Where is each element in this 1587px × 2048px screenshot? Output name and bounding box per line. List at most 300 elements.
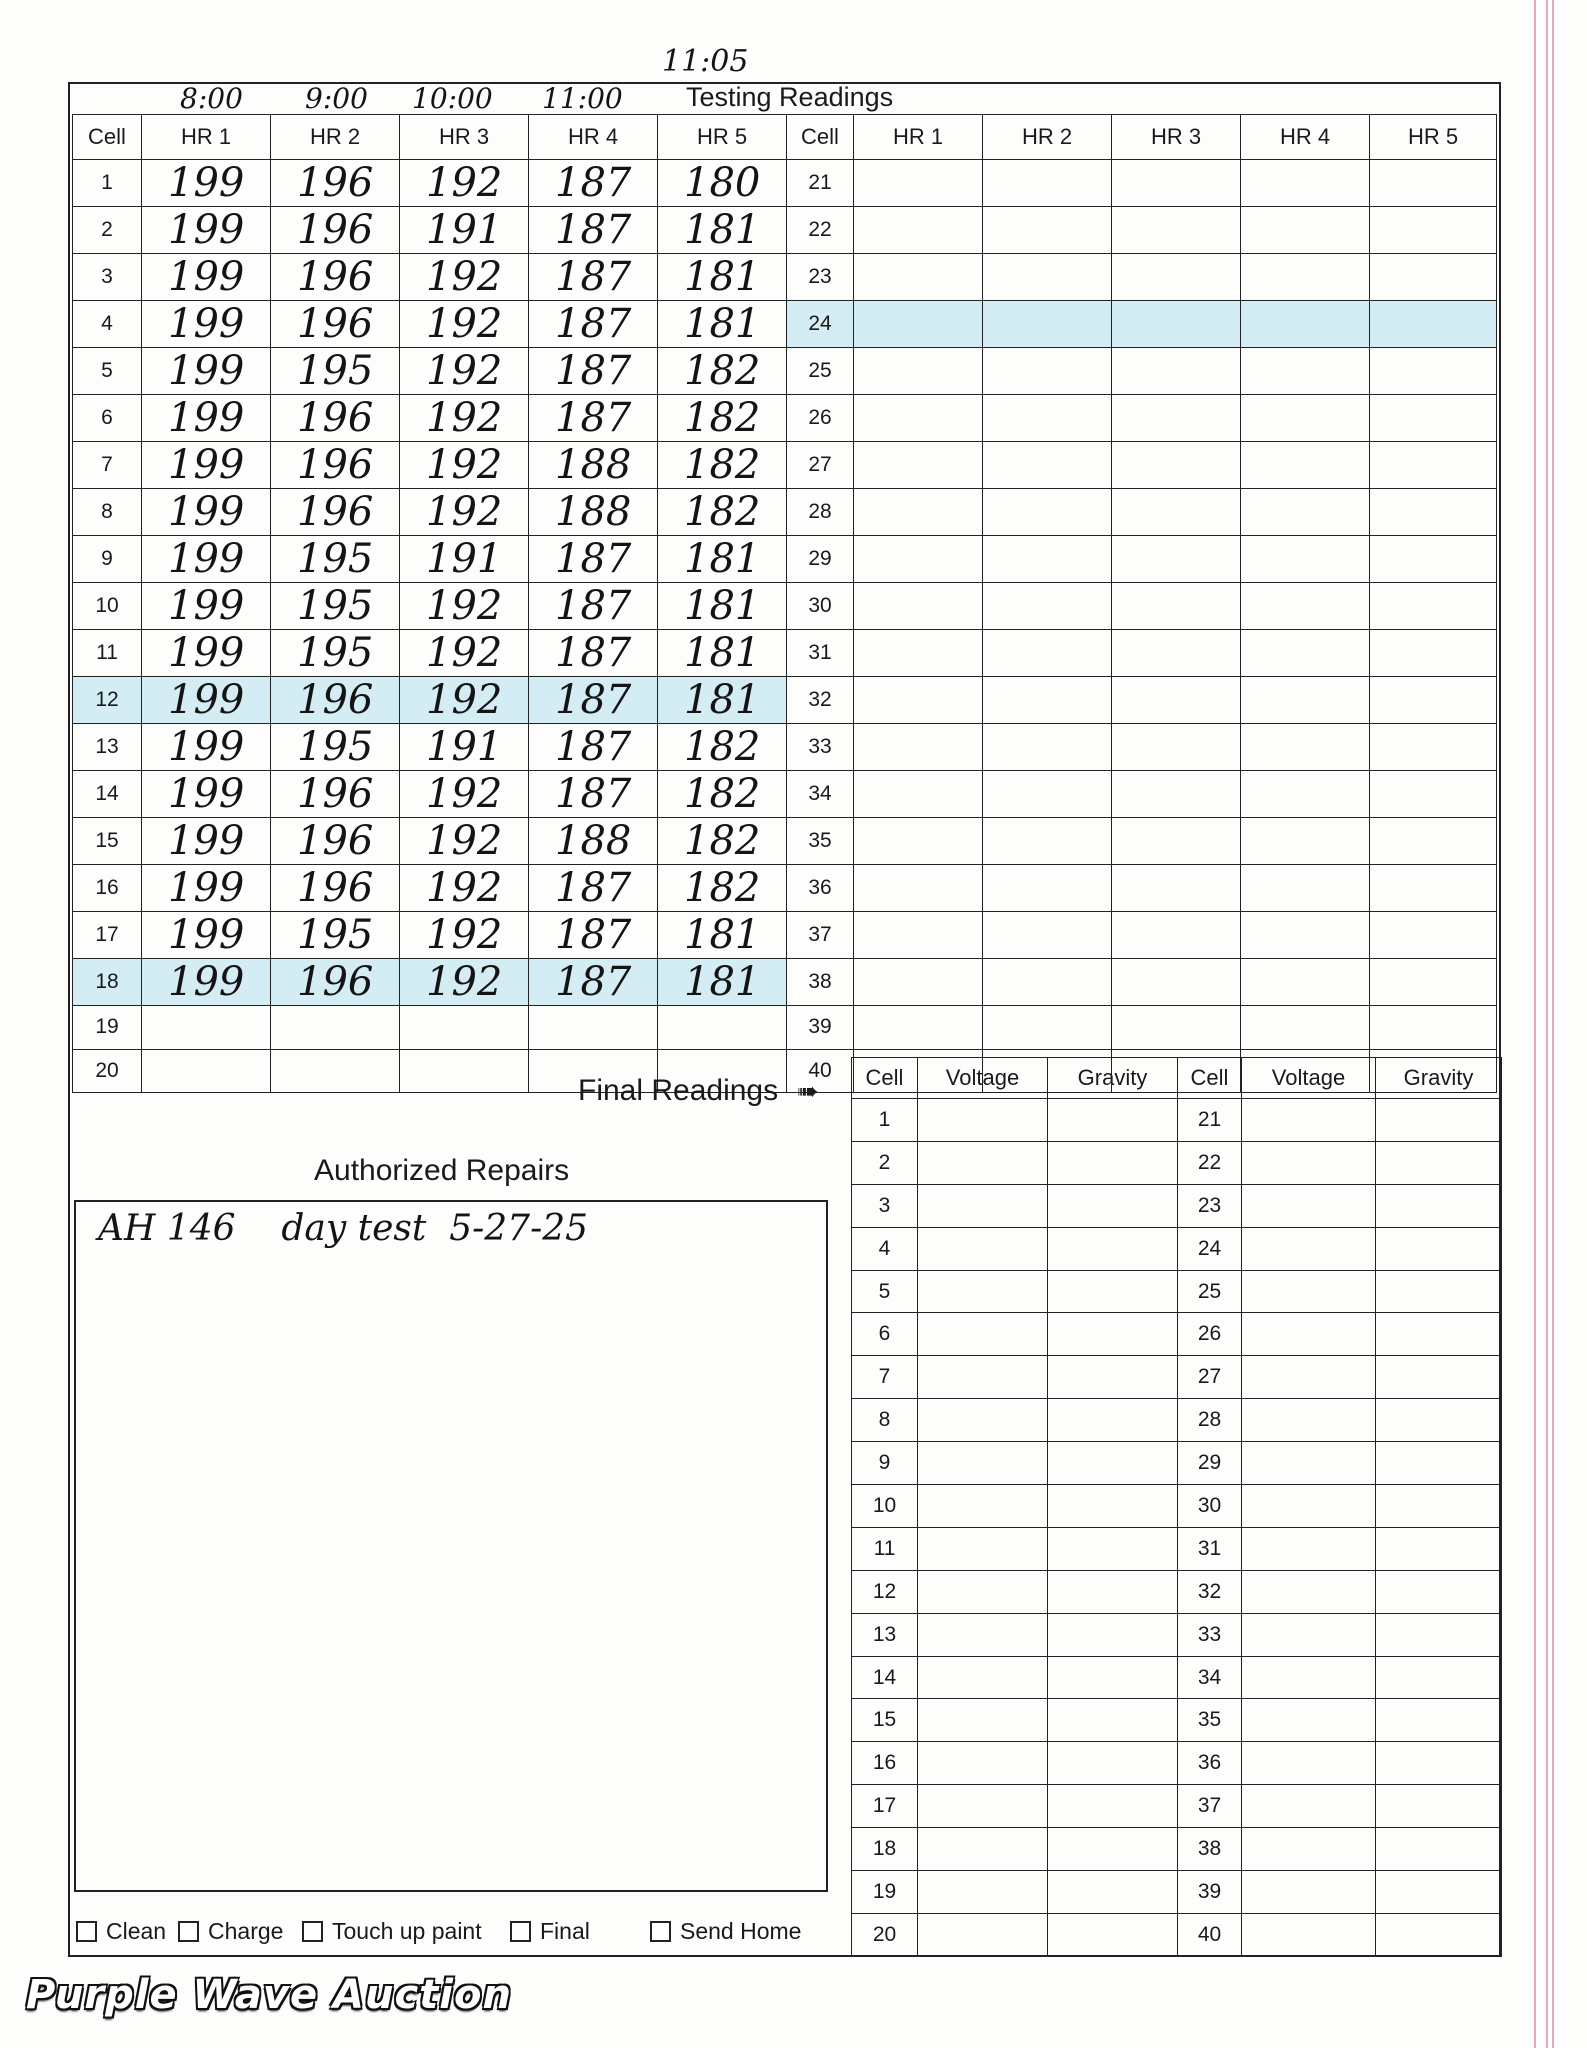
cell-number: 13 [852, 1613, 918, 1656]
gravity-cell[interactable] [1048, 1785, 1178, 1828]
checkbox-charge[interactable] [178, 1918, 283, 1945]
reading-cell[interactable] [854, 583, 983, 630]
reading-cell[interactable]: 192 [400, 912, 529, 959]
table-row [852, 1785, 1502, 1828]
gravity-cell[interactable] [1376, 1399, 1502, 1442]
reading-cell[interactable]: 187 [529, 160, 658, 207]
voltage-cell[interactable] [1242, 1399, 1376, 1442]
reading-cell[interactable]: 196 [271, 254, 400, 301]
voltage-cell[interactable] [918, 1785, 1048, 1828]
reading-cell[interactable]: 187 [529, 395, 658, 442]
reading-cell[interactable] [983, 348, 1112, 395]
voltage-cell[interactable] [918, 1699, 1048, 1742]
reading-cell[interactable]: 191 [400, 724, 529, 771]
voltage-cell[interactable] [1242, 1227, 1376, 1270]
reading-cell[interactable] [1370, 724, 1497, 771]
voltage-cell[interactable] [1242, 1313, 1376, 1356]
reading-cell[interactable] [1241, 536, 1370, 583]
reading-cell[interactable]: 187 [529, 912, 658, 959]
reading-cell[interactable]: 192 [400, 630, 529, 677]
reading-cell[interactable] [1112, 771, 1241, 818]
reading-cell[interactable] [854, 395, 983, 442]
reading-cell[interactable] [1241, 348, 1370, 395]
gravity-cell[interactable] [1048, 1699, 1178, 1742]
reading-cell[interactable]: 192 [400, 489, 529, 536]
reading-cell[interactable] [1370, 395, 1497, 442]
reading-cell[interactable] [1370, 912, 1497, 959]
reading-cell[interactable]: 196 [271, 677, 400, 724]
reading-cell[interactable] [854, 254, 983, 301]
checkbox-square[interactable] [178, 1921, 199, 1942]
voltage-cell[interactable] [918, 1527, 1048, 1570]
reading-cell[interactable]: 181 [658, 254, 787, 301]
reading-cell[interactable]: 192 [400, 959, 529, 1006]
cell-number: 34 [787, 771, 854, 818]
reading-cell[interactable]: 196 [271, 442, 400, 489]
reading-cell[interactable] [1241, 724, 1370, 771]
reading-cell[interactable]: 199 [142, 677, 271, 724]
checkbox-final[interactable] [510, 1918, 590, 1945]
reading-cell[interactable] [854, 160, 983, 207]
reading-cell[interactable]: 187 [529, 771, 658, 818]
gravity-cell[interactable] [1048, 1913, 1178, 1956]
gravity-cell[interactable] [1048, 1742, 1178, 1785]
voltage-cell[interactable] [918, 1742, 1048, 1785]
checkbox-square[interactable] [650, 1921, 671, 1942]
reading-cell[interactable]: 181 [658, 630, 787, 677]
reading-cell[interactable]: 199 [142, 442, 271, 489]
reading-cell[interactable]: 199 [142, 912, 271, 959]
reading-cell[interactable] [1112, 395, 1241, 442]
voltage-cell[interactable] [1242, 1828, 1376, 1871]
reading-cell[interactable] [1370, 583, 1497, 630]
voltage-cell[interactable] [918, 1656, 1048, 1699]
reading-cell[interactable]: 182 [658, 348, 787, 395]
reading-cell[interactable] [1241, 771, 1370, 818]
reading-cell[interactable] [1112, 160, 1241, 207]
reading-cell[interactable] [1241, 442, 1370, 489]
voltage-cell[interactable] [918, 1141, 1048, 1184]
reading-cell[interactable]: 182 [658, 724, 787, 771]
reading-cell[interactable]: 199 [142, 536, 271, 583]
reading-cell[interactable]: 192 [400, 254, 529, 301]
reading-cell[interactable] [1241, 630, 1370, 677]
reading-cell[interactable] [983, 442, 1112, 489]
reading-cell[interactable] [1370, 818, 1497, 865]
voltage-cell[interactable] [918, 1313, 1048, 1356]
reading-cell[interactable] [983, 536, 1112, 583]
gravity-cell[interactable] [1376, 1828, 1502, 1871]
reading-cell[interactable] [1112, 677, 1241, 724]
gravity-cell[interactable] [1048, 1227, 1178, 1270]
reading-cell[interactable] [1112, 489, 1241, 536]
voltage-cell[interactable] [1242, 1570, 1376, 1613]
reading-cell[interactable] [1112, 301, 1241, 348]
gravity-cell[interactable] [1048, 1184, 1178, 1227]
reading-cell[interactable] [983, 771, 1112, 818]
gravity-cell[interactable] [1048, 1613, 1178, 1656]
reading-cell[interactable] [854, 912, 983, 959]
reading-cell[interactable] [400, 1049, 529, 1093]
gravity-cell[interactable] [1376, 1570, 1502, 1613]
reading-cell[interactable]: 199 [142, 818, 271, 865]
reading-cell[interactable] [1112, 865, 1241, 912]
reading-cell[interactable]: 199 [142, 160, 271, 207]
checkbox-touch-up-paint[interactable] [302, 1918, 482, 1945]
voltage-cell[interactable] [1242, 1913, 1376, 1956]
reading-cell[interactable]: 199 [142, 348, 271, 395]
time-label-hr2: 9:00 [305, 82, 368, 115]
voltage-cell[interactable] [1242, 1442, 1376, 1485]
reading-cell[interactable] [142, 1049, 271, 1093]
reading-cell[interactable] [854, 771, 983, 818]
gravity-cell[interactable] [1048, 1570, 1178, 1613]
voltage-cell[interactable] [918, 1442, 1048, 1485]
reading-cell[interactable]: 192 [400, 771, 529, 818]
voltage-cell[interactable] [1242, 1141, 1376, 1184]
repairs-notes-box[interactable] [74, 1200, 828, 1892]
reading-cell[interactable] [983, 912, 1112, 959]
reading-cell[interactable]: 196 [271, 207, 400, 254]
reading-cell[interactable]: 181 [658, 959, 787, 1006]
voltage-cell[interactable] [1242, 1871, 1376, 1914]
gravity-cell[interactable] [1376, 1913, 1502, 1956]
reading-cell[interactable] [854, 630, 983, 677]
voltage-cell[interactable] [1242, 1356, 1376, 1399]
reading-cell[interactable] [658, 1006, 787, 1050]
reading-cell[interactable]: 199 [142, 724, 271, 771]
table-row [73, 395, 1497, 442]
gravity-cell[interactable] [1048, 1828, 1178, 1871]
reading-cell[interactable]: 182 [658, 395, 787, 442]
reading-cell[interactable] [983, 1006, 1112, 1050]
voltage-cell[interactable] [1242, 1656, 1376, 1699]
reading-cell[interactable]: 199 [142, 395, 271, 442]
reading-cell[interactable] [1241, 207, 1370, 254]
voltage-cell[interactable] [1242, 1613, 1376, 1656]
reading-cell[interactable] [1370, 771, 1497, 818]
gravity-cell[interactable] [1048, 1399, 1178, 1442]
reading-cell[interactable]: 192 [400, 348, 529, 395]
gravity-cell[interactable] [1376, 1442, 1502, 1485]
reading-cell[interactable] [983, 959, 1112, 1006]
reading-cell[interactable]: 187 [529, 536, 658, 583]
reading-cell[interactable]: 187 [529, 724, 658, 771]
reading-cell[interactable]: 195 [271, 583, 400, 630]
reading-cell[interactable] [1112, 1006, 1241, 1050]
cell-number: 29 [1178, 1442, 1242, 1485]
reading-cell[interactable]: 187 [529, 348, 658, 395]
gravity-cell[interactable] [1048, 1356, 1178, 1399]
voltage-cell[interactable] [918, 1485, 1048, 1528]
reading-cell[interactable]: 192 [400, 818, 529, 865]
table-row [852, 1227, 1502, 1270]
reading-cell[interactable] [854, 1006, 983, 1050]
reading-cell[interactable]: 191 [400, 536, 529, 583]
gravity-cell[interactable] [1048, 1270, 1178, 1313]
reading-cell[interactable]: 187 [529, 677, 658, 724]
reading-cell[interactable]: 192 [400, 865, 529, 912]
reading-cell[interactable] [983, 207, 1112, 254]
reading-cell[interactable]: 187 [529, 583, 658, 630]
gravity-cell[interactable] [1048, 1141, 1178, 1184]
reading-cell[interactable]: 196 [271, 395, 400, 442]
cell-number: 28 [1178, 1399, 1242, 1442]
gravity-cell[interactable] [1048, 1442, 1178, 1485]
gravity-cell[interactable] [1376, 1313, 1502, 1356]
gravity-cell[interactable] [1048, 1527, 1178, 1570]
reading-cell[interactable]: 195 [271, 724, 400, 771]
reading-cell[interactable]: 182 [658, 818, 787, 865]
gravity-cell[interactable] [1376, 1871, 1502, 1914]
reading-cell[interactable]: 187 [529, 254, 658, 301]
reading-cell[interactable] [1370, 254, 1497, 301]
voltage-cell[interactable] [918, 1227, 1048, 1270]
reading-cell[interactable] [1241, 959, 1370, 1006]
gravity-cell[interactable] [1376, 1613, 1502, 1656]
reading-cell[interactable]: 196 [271, 865, 400, 912]
reading-cell[interactable]: 199 [142, 489, 271, 536]
cell-number: 11 [852, 1527, 918, 1570]
reading-cell[interactable]: 187 [529, 865, 658, 912]
reading-cell[interactable]: 195 [271, 630, 400, 677]
reading-cell[interactable]: 181 [658, 677, 787, 724]
reading-cell[interactable] [1112, 583, 1241, 630]
reading-cell[interactable] [854, 677, 983, 724]
reading-cell[interactable] [1241, 1006, 1370, 1050]
cell-number: 8 [73, 489, 142, 536]
reading-cell[interactable] [1370, 1006, 1497, 1050]
reading-cell[interactable] [1112, 959, 1241, 1006]
reading-cell[interactable] [983, 254, 1112, 301]
voltage-cell[interactable] [918, 1356, 1048, 1399]
reading-cell[interactable] [854, 865, 983, 912]
reading-cell[interactable]: 199 [142, 254, 271, 301]
reading-cell[interactable] [529, 1006, 658, 1050]
reading-cell[interactable]: 187 [529, 630, 658, 677]
reading-cell[interactable]: 182 [658, 442, 787, 489]
gravity-cell[interactable] [1048, 1099, 1178, 1142]
voltage-cell[interactable] [1242, 1785, 1376, 1828]
reading-cell[interactable] [1241, 301, 1370, 348]
checkbox-clean[interactable] [76, 1918, 166, 1945]
reading-cell[interactable] [1112, 630, 1241, 677]
reading-cell[interactable] [1112, 536, 1241, 583]
checkbox-square[interactable] [302, 1921, 323, 1942]
reading-cell[interactable] [983, 630, 1112, 677]
gravity-cell[interactable] [1376, 1099, 1502, 1142]
gravity-cell[interactable] [1376, 1184, 1502, 1227]
reading-cell[interactable]: 199 [142, 630, 271, 677]
reading-cell[interactable] [983, 818, 1112, 865]
reading-cell[interactable] [1241, 677, 1370, 724]
gravity-cell[interactable] [1048, 1871, 1178, 1914]
extra-time-note: 11:05 [662, 44, 749, 79]
reading-cell[interactable] [854, 536, 983, 583]
reading-cell[interactable]: 192 [400, 395, 529, 442]
reading-cell[interactable]: 192 [400, 583, 529, 630]
reading-cell[interactable]: 192 [400, 677, 529, 724]
voltage-cell[interactable] [1242, 1184, 1376, 1227]
reading-cell[interactable] [983, 301, 1112, 348]
reading-cell[interactable]: 188 [529, 818, 658, 865]
reading-cell[interactable] [1112, 348, 1241, 395]
reading-cell[interactable] [1241, 583, 1370, 630]
voltage-cell[interactable] [918, 1871, 1048, 1914]
reading-cell[interactable] [1370, 160, 1497, 207]
reading-cell[interactable] [983, 583, 1112, 630]
reading-cell[interactable] [271, 1049, 400, 1093]
table-row [852, 1442, 1502, 1485]
reading-cell[interactable] [1370, 348, 1497, 395]
cell-number: 31 [787, 630, 854, 677]
reading-cell[interactable] [1112, 818, 1241, 865]
reading-cell[interactable] [854, 489, 983, 536]
reading-cell[interactable]: 196 [271, 959, 400, 1006]
reading-cell[interactable] [1112, 442, 1241, 489]
reading-cell[interactable]: 195 [271, 912, 400, 959]
reading-cell[interactable] [1370, 677, 1497, 724]
gravity-cell[interactable] [1048, 1313, 1178, 1356]
reading-cell[interactable]: 199 [142, 301, 271, 348]
reading-cell[interactable] [983, 724, 1112, 771]
reading-cell[interactable]: 188 [529, 489, 658, 536]
reading-cell[interactable] [1112, 207, 1241, 254]
reading-cell[interactable]: 181 [658, 583, 787, 630]
voltage-cell[interactable] [918, 1184, 1048, 1227]
reading-cell[interactable]: 182 [658, 865, 787, 912]
reading-cell[interactable] [983, 489, 1112, 536]
reading-cell[interactable] [1241, 160, 1370, 207]
reading-cell[interactable] [1370, 959, 1497, 1006]
checkbox-square[interactable] [76, 1921, 97, 1942]
reading-cell[interactable]: 187 [529, 301, 658, 348]
reading-cell[interactable] [1370, 442, 1497, 489]
voltage-cell[interactable] [918, 1613, 1048, 1656]
reading-cell[interactable]: 199 [142, 583, 271, 630]
reading-cell[interactable] [1241, 489, 1370, 536]
voltage-cell[interactable] [918, 1570, 1048, 1613]
reading-cell[interactable] [854, 959, 983, 1006]
reading-cell[interactable] [854, 207, 983, 254]
reading-cell[interactable] [983, 677, 1112, 724]
reading-cell[interactable]: 196 [271, 160, 400, 207]
voltage-cell[interactable] [918, 1828, 1048, 1871]
reading-cell[interactable] [1241, 254, 1370, 301]
reading-cell[interactable]: 191 [400, 207, 529, 254]
voltage-cell[interactable] [1242, 1270, 1376, 1313]
reading-cell[interactable]: 181 [658, 301, 787, 348]
gravity-cell[interactable] [1048, 1656, 1178, 1699]
reading-cell[interactable]: 192 [400, 160, 529, 207]
reading-cell[interactable]: 182 [658, 771, 787, 818]
reading-cell[interactable]: 196 [271, 771, 400, 818]
voltage-cell[interactable] [1242, 1099, 1376, 1142]
reading-cell[interactable]: 199 [142, 771, 271, 818]
reading-cell[interactable]: 199 [142, 207, 271, 254]
reading-cell[interactable] [400, 1006, 529, 1050]
gravity-cell[interactable] [1376, 1742, 1502, 1785]
gravity-cell[interactable] [1376, 1141, 1502, 1184]
reading-cell[interactable] [271, 1006, 400, 1050]
voltage-cell[interactable] [918, 1913, 1048, 1956]
reading-cell[interactable] [854, 724, 983, 771]
reading-cell[interactable]: 199 [142, 865, 271, 912]
reading-cell[interactable] [1241, 865, 1370, 912]
reading-cell[interactable]: 182 [658, 489, 787, 536]
reading-cell[interactable]: 187 [529, 207, 658, 254]
gravity-cell[interactable] [1376, 1270, 1502, 1313]
cell-number: 18 [852, 1828, 918, 1871]
reading-cell[interactable]: 196 [271, 818, 400, 865]
gravity-cell[interactable] [1048, 1485, 1178, 1528]
reading-cell[interactable]: 181 [658, 207, 787, 254]
gravity-cell[interactable] [1376, 1785, 1502, 1828]
reading-cell[interactable] [1370, 301, 1497, 348]
reading-cell[interactable]: 196 [271, 489, 400, 536]
reading-cell[interactable]: 192 [400, 442, 529, 489]
reading-cell[interactable]: 181 [658, 536, 787, 583]
reading-cell[interactable] [1112, 254, 1241, 301]
voltage-cell[interactable] [1242, 1485, 1376, 1528]
reading-cell[interactable]: 192 [400, 301, 529, 348]
gravity-cell[interactable] [1376, 1227, 1502, 1270]
gravity-cell[interactable] [1376, 1656, 1502, 1699]
checkbox-send-home[interactable] [650, 1918, 801, 1945]
reading-cell[interactable] [854, 818, 983, 865]
reading-cell[interactable]: 199 [142, 959, 271, 1006]
checkbox-square[interactable] [510, 1921, 531, 1942]
reading-cell[interactable] [854, 348, 983, 395]
reading-cell[interactable] [1241, 912, 1370, 959]
gravity-cell[interactable] [1376, 1485, 1502, 1528]
voltage-cell[interactable] [1242, 1699, 1376, 1742]
reading-cell[interactable]: 181 [658, 912, 787, 959]
reading-cell[interactable] [142, 1006, 271, 1050]
reading-cell[interactable]: 180 [658, 160, 787, 207]
reading-cell[interactable]: 196 [271, 301, 400, 348]
reading-cell[interactable] [983, 865, 1112, 912]
gravity-cell[interactable] [1376, 1699, 1502, 1742]
voltage-cell[interactable] [918, 1099, 1048, 1142]
voltage-cell[interactable] [1242, 1527, 1376, 1570]
reading-cell[interactable] [1370, 207, 1497, 254]
voltage-cell[interactable] [1242, 1742, 1376, 1785]
reading-cell[interactable]: 195 [271, 536, 400, 583]
reading-cell[interactable]: 187 [529, 959, 658, 1006]
gravity-cell[interactable] [1376, 1527, 1502, 1570]
reading-cell[interactable] [1370, 536, 1497, 583]
reading-cell[interactable] [1112, 912, 1241, 959]
voltage-cell[interactable] [918, 1399, 1048, 1442]
reading-cell[interactable] [1241, 818, 1370, 865]
cell-number: 5 [73, 348, 142, 395]
reading-cell[interactable] [1241, 395, 1370, 442]
reading-cell[interactable] [854, 442, 983, 489]
reading-cell[interactable] [983, 160, 1112, 207]
reading-cell[interactable] [1370, 865, 1497, 912]
reading-cell[interactable]: 195 [271, 348, 400, 395]
reading-cell[interactable] [983, 395, 1112, 442]
gravity-cell[interactable] [1376, 1356, 1502, 1399]
reading-cell[interactable] [854, 301, 983, 348]
reading-cell[interactable]: 188 [529, 442, 658, 489]
voltage-cell[interactable] [918, 1270, 1048, 1313]
reading-cell[interactable] [1112, 724, 1241, 771]
reading-cell[interactable] [1370, 489, 1497, 536]
cell-number: 39 [1178, 1871, 1242, 1914]
reading-cell[interactable] [1370, 630, 1497, 677]
